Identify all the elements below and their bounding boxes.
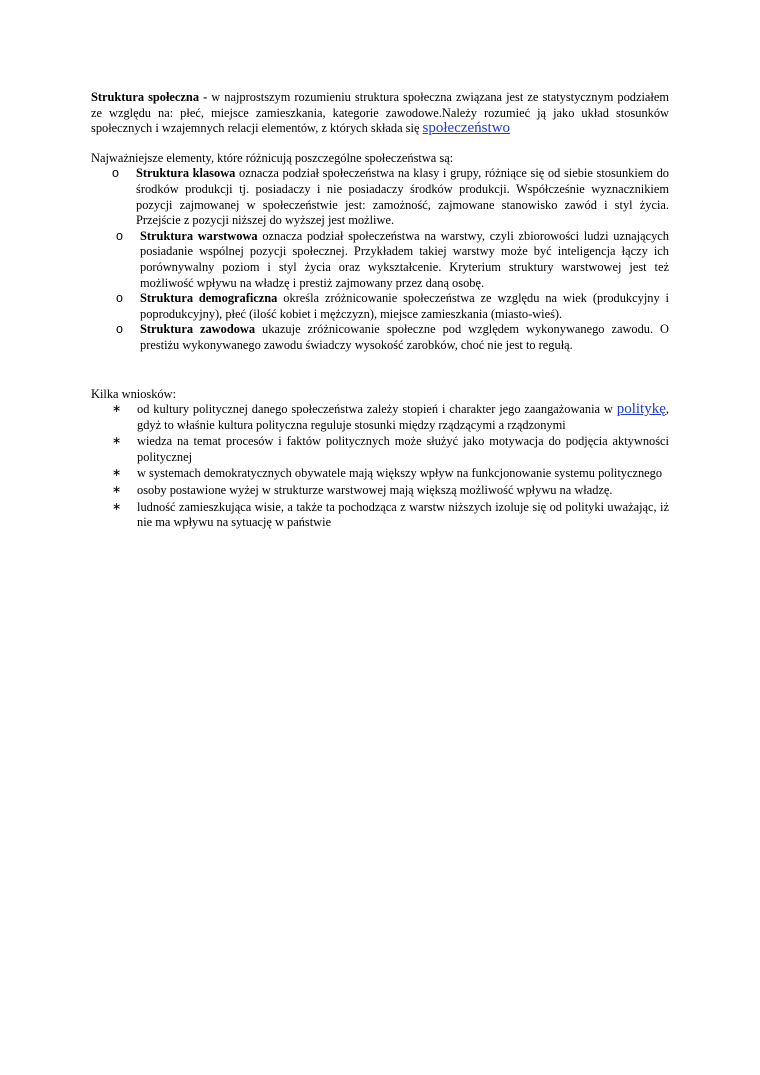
item-text: od kultury politycznej danego społeczeństwa zależy stopień i charakter jego zaangażowania w <box>137 402 617 417</box>
item-term: Struktura demograficzna <box>140 291 278 306</box>
item-text: oznacza podział społeczeństwa na warstwy, czyli zbiorowości ludzi uznających posiadanie wspólnej pozycji społecznej. Przykładem takiej warstwy może być inteligencja łączy ich porównywalny poziom i styl życia oraz wykształcenie. Kryterium struktury warstwowej jest też możliwość wpływu na władzę i prestiż zajmowany przez daną osobę. <box>140 228 669 290</box>
item-text: w systemach demokratycznych obywatele mają większy wpływ na funkcjonowanie systemu politycznego <box>137 466 663 481</box>
item-text: ukazuje zróżnicowanie społeczne pod względem wykonywanego zawodu. O prestiżu wykonywanego zawodu świadczy wysokość zarobków, choć nie jest to regułą. <box>140 322 669 352</box>
conclusions-heading: Kilka wniosków: <box>91 386 177 401</box>
elements-list <box>91 166 669 353</box>
item-text: oznacza podział społeczeństwa na klasy i grupy, różniące się od siebie stosunkiem do środków produkcji tj. posiadaczy i nie posiadaczy środków produkcji. Współcześnie wyznacznikiem pozycji zajmowanej w społeczeństwie jest: zamożność, zajmowane stanowisko zawód i styl życia. Przejście z pozycji niższej do wyższej jest możliwe. <box>136 166 669 228</box>
asterisk-bullet-icon: ∗ <box>112 484 122 497</box>
conclusions-list <box>91 402 669 531</box>
list-item <box>112 166 669 228</box>
document-body <box>91 90 669 532</box>
intro-text: w najprostszym rozumieniu struktura społeczna związana jest ze statystycznym podziałem ze względu na: płeć, miejsce zamieszkania, kategorie zawodowe.Należy rozumieć ją jako układ stosunków społecznych i wzajemnych relacji elementów, z których składa się <box>91 90 670 136</box>
intro-term: Struktura społeczna - <box>91 90 208 104</box>
list-item <box>112 499 669 531</box>
asterisk-bullet-icon: ∗ <box>112 435 122 448</box>
asterisk-bullet-icon: ∗ <box>112 467 122 480</box>
list-item <box>116 228 669 291</box>
elements-heading: Najważniejsze elementy, które różnicują poszczególne społeczeństwa są: <box>91 150 454 165</box>
asterisk-bullet-icon: ∗ <box>112 403 122 416</box>
item-term: Struktura zawodowa <box>140 322 256 337</box>
list-item <box>116 322 669 353</box>
circle-bullet-icon: o <box>116 228 123 243</box>
list-item <box>116 291 670 322</box>
link-spoleczenstwo[interactable]: społeczeństwo <box>422 120 511 137</box>
asterisk-bullet-icon: ∗ <box>112 500 122 513</box>
list-item <box>112 434 669 465</box>
item-text-after: , gdyż to właśnie kultura polityczna reguluje stosunki między rządzącymi a rządzonymi <box>137 402 669 432</box>
list-item <box>112 401 669 433</box>
intro-paragraph <box>91 90 669 137</box>
list-item <box>112 466 669 482</box>
item-term: Struktura klasowa <box>136 166 236 181</box>
circle-bullet-icon: o <box>116 291 123 306</box>
spacer <box>91 354 669 387</box>
circle-bullet-icon: o <box>116 322 123 337</box>
item-text: wiedza na temat procesów i faktów politycznych może służyć jako motywacja do podjęcia aktywności politycznej <box>137 434 669 464</box>
circle-bullet-icon: o <box>112 166 119 181</box>
list-item <box>112 483 669 499</box>
item-text: osoby postawione wyżej w strukturze warstwowej mają większą możliwość wpływu na władzę. <box>137 483 613 498</box>
item-text: ludność zamieszkująca wisie, a także ta pochodząca z warstw niższych izoluje się od polityki uważając, iż nie ma wpływu na sytuację w państwie <box>137 499 669 530</box>
item-term: Struktura warstwowa <box>140 228 258 243</box>
item-text: określa zróżnicowanie społeczeństwa ze względu na wiek (produkcyjny i poprodukcyjny), płeć (ilość kobiet i mężczyzn), miejsce zamieszkania (miasto-wieś). <box>140 291 670 321</box>
link-polityke[interactable]: politykę <box>616 401 666 418</box>
